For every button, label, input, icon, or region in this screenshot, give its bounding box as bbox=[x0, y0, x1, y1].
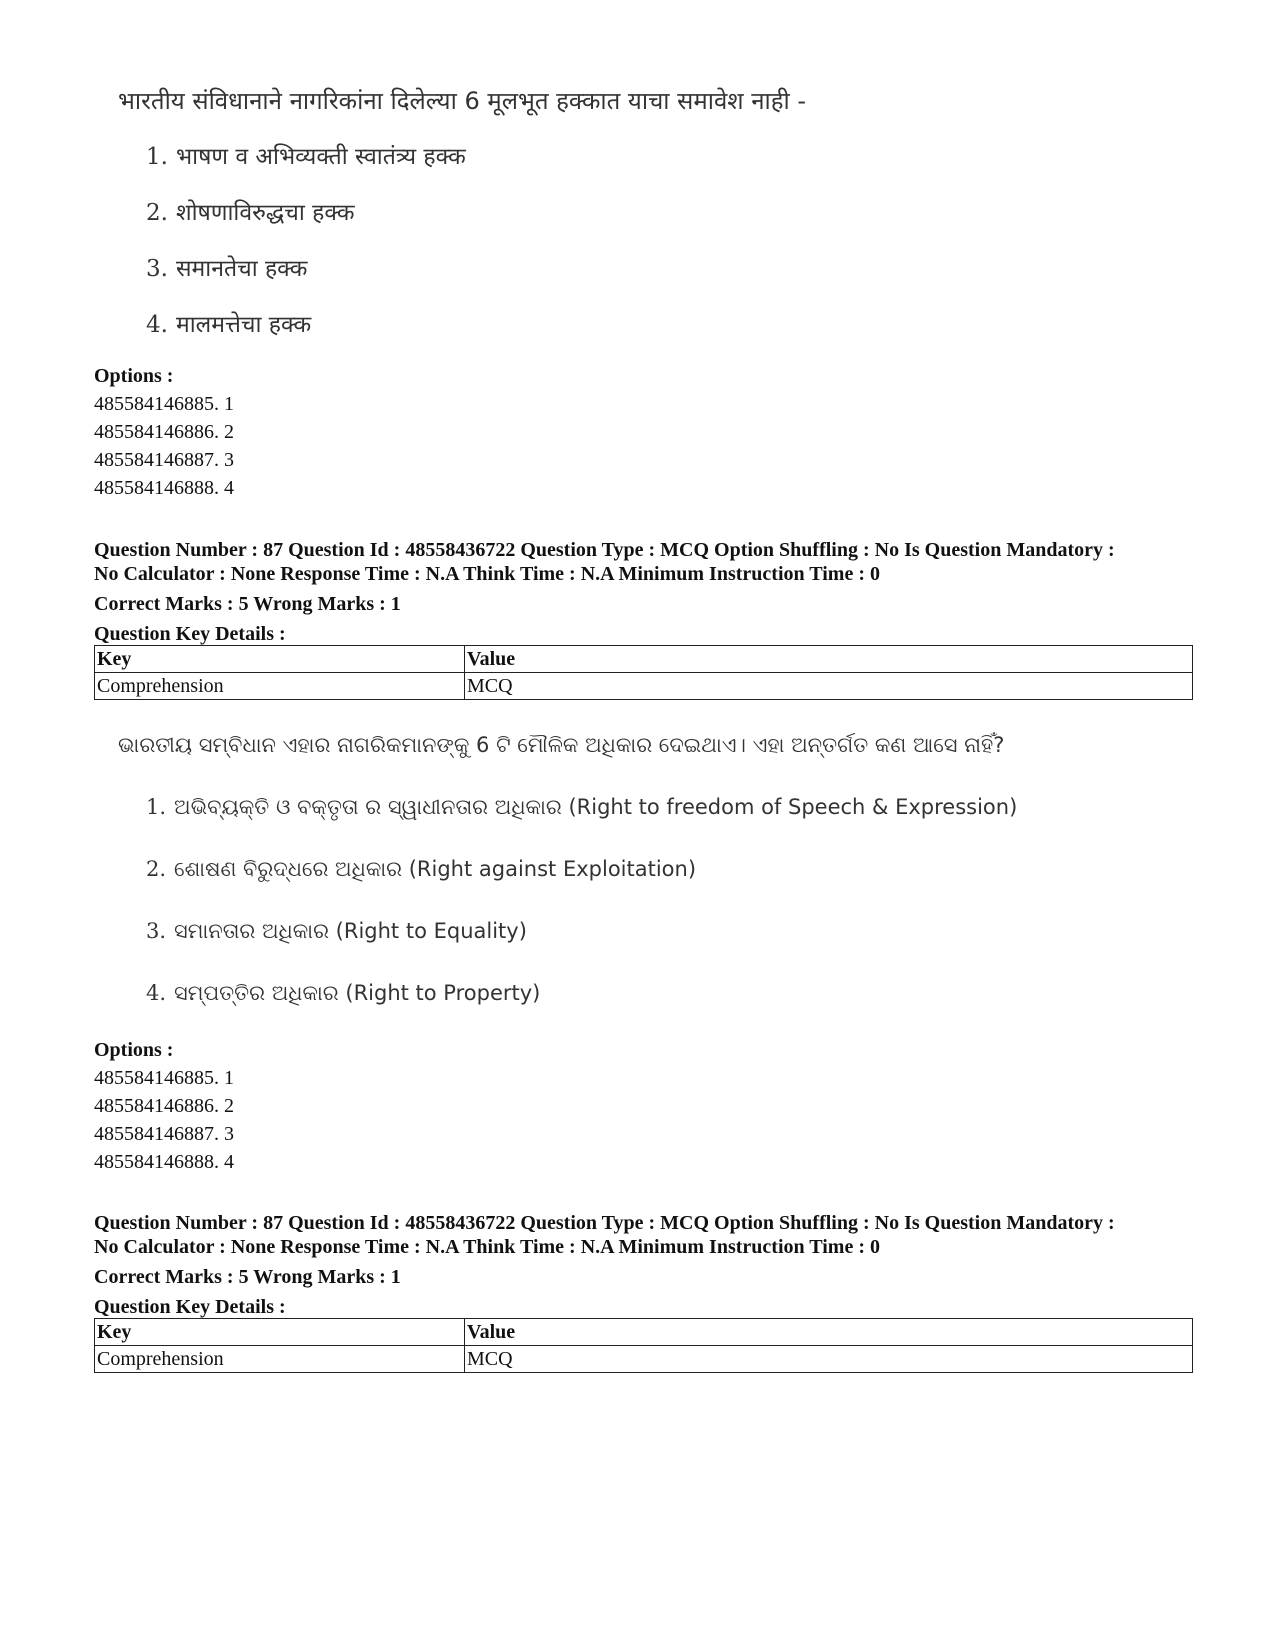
question-items bbox=[118, 790, 1118, 1010]
question-item bbox=[146, 790, 1118, 824]
question-item bbox=[146, 976, 1118, 1010]
item-number: 2. bbox=[146, 200, 168, 226]
key-details-title: Question Key Details : bbox=[94, 1296, 286, 1318]
item-text: मालमत्तेचा हक्क bbox=[175, 312, 312, 338]
table-cell: MCQ bbox=[465, 1346, 1193, 1373]
marks-line: Correct Marks : 5 Wrong Marks : 1 bbox=[94, 593, 401, 615]
item-number: 4. bbox=[146, 312, 168, 338]
item-text: भाषण व अभिव्यक्ती स्वातंत्र्य हक्क bbox=[175, 144, 466, 170]
option-item: 485584146885. 1 bbox=[94, 1067, 234, 1089]
question-item bbox=[146, 852, 1118, 886]
key-value-table bbox=[94, 645, 1193, 700]
item-text: ସମାନତାର ଅଧିକାର (Right to Equality) bbox=[174, 919, 527, 943]
question-item bbox=[146, 252, 1118, 286]
item-number: 2. bbox=[146, 857, 167, 881]
item-text: ଶୋଷଣ ବିରୁଦ୍ଧରେ ଅଧିକାର (Right against Exploitation) bbox=[174, 857, 697, 881]
header-cell: Value bbox=[465, 1319, 1193, 1346]
marathi-question bbox=[118, 84, 1118, 342]
option-item: 485584146885. 1 bbox=[94, 393, 234, 415]
item-text: ସମ୍ପତ୍ତିର ଅଧିକାର (Right to Property) bbox=[174, 981, 541, 1005]
table-header-row bbox=[95, 1319, 1193, 1346]
table-cell: Comprehension bbox=[95, 1346, 465, 1373]
question-item bbox=[146, 140, 1118, 174]
options-title: Options : bbox=[94, 365, 174, 387]
key-value-table bbox=[94, 1318, 1193, 1373]
item-number: 1. bbox=[146, 144, 168, 170]
table-cell: MCQ bbox=[465, 673, 1193, 700]
question-stem: भारतीय संविधानाने नागरिकांना दिलेल्या 6 मूलभूत हक्कात याचा समावेश नाही - bbox=[118, 87, 807, 115]
meta-line: Question Number : 87 Question Id : 48558436722 Question Type : MCQ Option Shuffling : No Is Question Mandatory : bbox=[94, 1212, 1115, 1234]
header-cell: Key bbox=[95, 1319, 465, 1346]
options-block bbox=[94, 1036, 1194, 1176]
option-item: 485584146887. 3 bbox=[94, 449, 234, 471]
option-item: 485584146886. 2 bbox=[94, 421, 234, 443]
question-stem: ଭାରତୀୟ ସମ୍ବିଧାନ ଏହାର ନାଗରିକମାନଙ୍କୁ 6 ଟି ମୌଳିକ ଅଧିକାର ଦେଇଥାଏ। ଏହା ଅନ୍ତର୍ଗତ କଣ ଆସେ ନାହିଁ? bbox=[118, 733, 1005, 757]
item-text: शोषणाविरुद्धचा हक्क bbox=[175, 200, 355, 226]
question-item bbox=[146, 914, 1118, 948]
option-item: 485584146888. 4 bbox=[94, 477, 234, 499]
marks-line: Correct Marks : 5 Wrong Marks : 1 bbox=[94, 1266, 401, 1288]
options-block bbox=[94, 362, 1194, 502]
item-text: ଅଭିବ୍ୟକ୍ତି ଓ ବକ୍ତୃତା ର ସ୍ୱାଧୀନତାର ଅଧିକାର (Right to freedom of Speech & Expression) bbox=[174, 795, 1018, 819]
item-number: 1. bbox=[146, 795, 167, 819]
meta-line: No Calculator : None Response Time : N.A Think Time : N.A Minimum Instruction Time : 0 bbox=[94, 563, 880, 585]
question-meta bbox=[94, 1211, 1194, 1319]
item-number: 3. bbox=[146, 919, 167, 943]
option-item: 485584146886. 2 bbox=[94, 1095, 234, 1117]
item-text: समानतेचा हक्क bbox=[175, 256, 308, 282]
odia-question bbox=[118, 728, 1118, 1010]
header-cell: Value bbox=[465, 646, 1193, 673]
item-number: 3. bbox=[146, 256, 168, 282]
meta-line: No Calculator : None Response Time : N.A Think Time : N.A Minimum Instruction Time : 0 bbox=[94, 1236, 880, 1258]
question-item bbox=[146, 196, 1118, 230]
table-row bbox=[95, 1346, 1193, 1373]
table-cell: Comprehension bbox=[95, 673, 465, 700]
key-details-title: Question Key Details : bbox=[94, 623, 286, 645]
table-row bbox=[95, 673, 1193, 700]
option-item: 485584146887. 3 bbox=[94, 1123, 234, 1145]
options-title: Options : bbox=[94, 1039, 174, 1061]
option-item: 485584146888. 4 bbox=[94, 1151, 234, 1173]
question-items bbox=[118, 140, 1118, 342]
header-cell: Key bbox=[95, 646, 465, 673]
item-number: 4. bbox=[146, 981, 167, 1005]
question-item bbox=[146, 308, 1118, 342]
meta-line: Question Number : 87 Question Id : 48558436722 Question Type : MCQ Option Shuffling : No Is Question Mandatory : bbox=[94, 539, 1115, 561]
table-header-row bbox=[95, 646, 1193, 673]
question-meta bbox=[94, 538, 1194, 646]
